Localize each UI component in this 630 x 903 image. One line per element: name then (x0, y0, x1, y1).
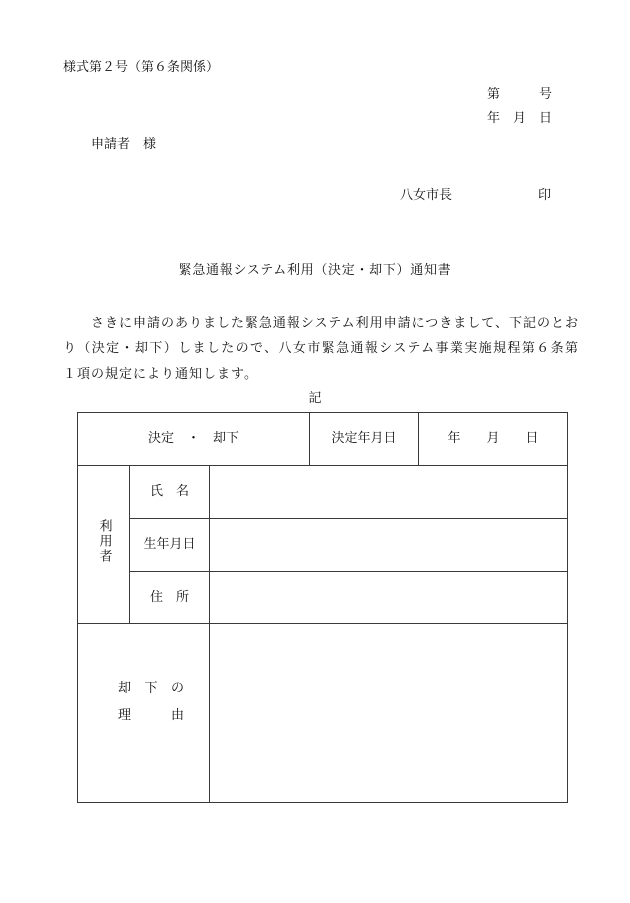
reason-label-line: 却 下 の (118, 681, 184, 696)
reason-value-cell (210, 624, 568, 803)
body-line: １項の規定により通知します。 (63, 367, 258, 382)
issue-date-line: 年 月 日 (487, 111, 553, 126)
seal-mark: 印 (538, 188, 552, 203)
address-value-cell (210, 572, 568, 624)
document-number-line: 第 号 (487, 87, 553, 102)
address-label: 住 所 (130, 572, 210, 624)
user-name-row (78, 466, 568, 519)
user-label: 利用者 (96, 519, 112, 564)
reason-label-cell (78, 624, 210, 803)
birthdate-label: 生年月日 (130, 519, 210, 572)
notice-table (77, 412, 568, 803)
recipient-line: 申請者 様 (91, 137, 157, 152)
notice-table-container (77, 412, 568, 803)
decision-row (78, 413, 568, 466)
birthdate-value-cell (210, 519, 568, 572)
decision-date-value: 年 月 日 (419, 413, 568, 466)
name-value-cell (210, 466, 568, 519)
address-row (78, 572, 568, 624)
name-label: 氏 名 (130, 466, 210, 519)
reason-row (78, 624, 568, 803)
user-label-cell (78, 466, 130, 624)
reason-label (118, 675, 184, 729)
decision-date-label: 決定年月日 (310, 413, 419, 466)
body-line: り（決定・却下）しましたので、八女市緊急通報システム事業実施規程第６条第 (63, 341, 578, 356)
ki-heading: 記 (308, 391, 322, 406)
document-title: 緊急通報システム利用（決定・却下）通知書 (178, 263, 452, 278)
body-line: さきに申請のありました緊急通報システム利用申請につきまして、下記のとお (91, 316, 578, 331)
form-number: 様式第２号（第６条関係） (63, 60, 220, 75)
birthdate-row (78, 519, 568, 572)
reason-label-line: 理 由 (118, 708, 184, 723)
decision-cell: 決定 ・ 却下 (78, 413, 310, 466)
issuer-name: 八女市長 (400, 188, 453, 203)
